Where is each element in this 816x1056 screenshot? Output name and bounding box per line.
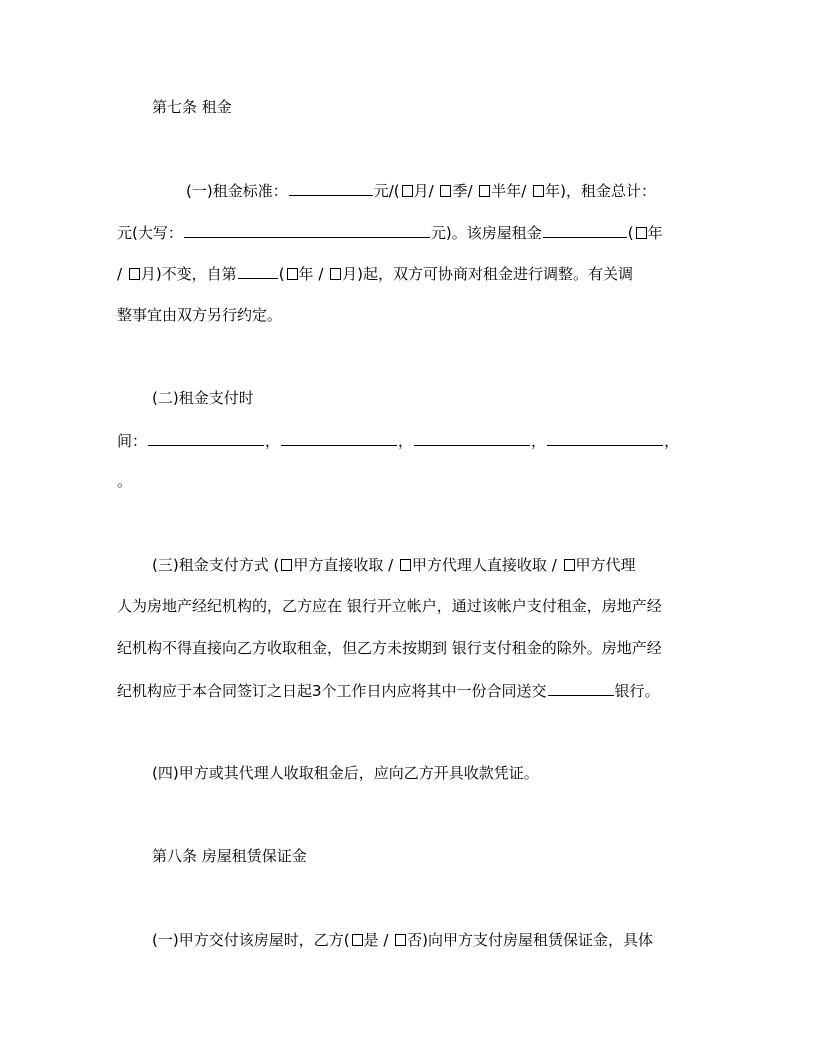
- text: ，: [664, 432, 680, 450]
- blank-field: [414, 430, 530, 446]
- text: 元)。该房屋租金: [430, 224, 542, 242]
- art7-p3-line3: 纪机构不得直接向乙方收取租金，但乙方未按期到 银行支付租金的除外。房地产经: [117, 639, 662, 657]
- text: (三)租金支付方式 (: [152, 556, 280, 574]
- checkbox: [352, 934, 363, 946]
- text: ，: [265, 432, 281, 450]
- art8-p1-line1: [152, 930, 653, 950]
- blank-field: [148, 430, 264, 446]
- art7-p2-line2: [117, 430, 679, 451]
- text: 否)向甲方支付房屋租赁保证金，具体: [407, 931, 654, 949]
- blank-field: [238, 263, 278, 279]
- blank-field: [289, 180, 373, 196]
- text: 是 /: [363, 931, 394, 949]
- art8-heading: 第八条 房屋租赁保证金: [152, 847, 307, 865]
- text: (: [278, 265, 285, 283]
- text: 元(大写：: [117, 224, 183, 242]
- checkbox: [330, 268, 341, 280]
- text: 月)起，双方可协商对租金进行调整。有关调: [342, 265, 633, 283]
- text: (一)甲方交付该房屋时，乙方(: [152, 931, 350, 949]
- text: 年 /: [298, 265, 329, 283]
- text: 甲方代理: [575, 556, 636, 574]
- blank-field: [281, 430, 397, 446]
- text: 月/: [413, 182, 439, 200]
- text: 半年/: [491, 182, 532, 200]
- art7-p1-line4: 整事宜由双方另行约定。: [117, 306, 283, 324]
- text: 元/(: [373, 182, 400, 200]
- art7-p3-line4: [117, 680, 660, 701]
- art7-p1-line1: [186, 180, 656, 201]
- text: 年: [647, 224, 663, 242]
- checkbox: [533, 185, 544, 197]
- checkbox: [287, 268, 298, 280]
- art7-p4: (四)甲方或其代理人收取租金后，应向乙方开具收款凭证。: [152, 764, 539, 782]
- text: 银行。: [614, 682, 660, 700]
- text: 月)不变，自第: [140, 265, 237, 283]
- checkbox: [636, 227, 647, 239]
- blank-field: [548, 680, 614, 696]
- art7-heading: 第七条 租金: [152, 98, 232, 116]
- art7-p2-line3: 。: [117, 472, 133, 490]
- checkbox: [440, 185, 451, 197]
- checkbox: [402, 185, 413, 197]
- art7-p1-line3: [117, 263, 633, 284]
- text: 季/: [452, 182, 478, 200]
- checkbox: [479, 185, 490, 197]
- text: (: [627, 224, 634, 242]
- text: 年)，租金总计：: [545, 182, 656, 200]
- checkbox: [564, 559, 575, 571]
- checkbox: [129, 268, 140, 280]
- blank-field: [184, 222, 430, 238]
- blank-field: [543, 222, 627, 238]
- checkbox: [395, 934, 406, 946]
- text: ，: [398, 432, 414, 450]
- art7-p3-line2: 人为房地产经纪机构的，乙方应在 银行开立帐户，通过该帐户支付租金，房地产经: [117, 597, 662, 615]
- text: (一)租金标准：: [186, 182, 288, 200]
- checkbox: [400, 559, 411, 571]
- text: /: [117, 265, 127, 283]
- art7-p1-line2: [117, 222, 663, 243]
- text: 间：: [117, 432, 148, 450]
- art7-p2-line1: (二)租金支付时: [152, 389, 254, 407]
- art7-p3-line1: [152, 555, 636, 575]
- text: 甲方直接收取 /: [293, 556, 398, 574]
- blank-field: [547, 430, 663, 446]
- checkbox: [281, 559, 292, 571]
- text: ，: [531, 432, 547, 450]
- text: 甲方代理人直接收取 /: [411, 556, 562, 574]
- text: 纪机构应于本合同签订之日起3个工作日内应将其中一份合同送交: [117, 682, 547, 700]
